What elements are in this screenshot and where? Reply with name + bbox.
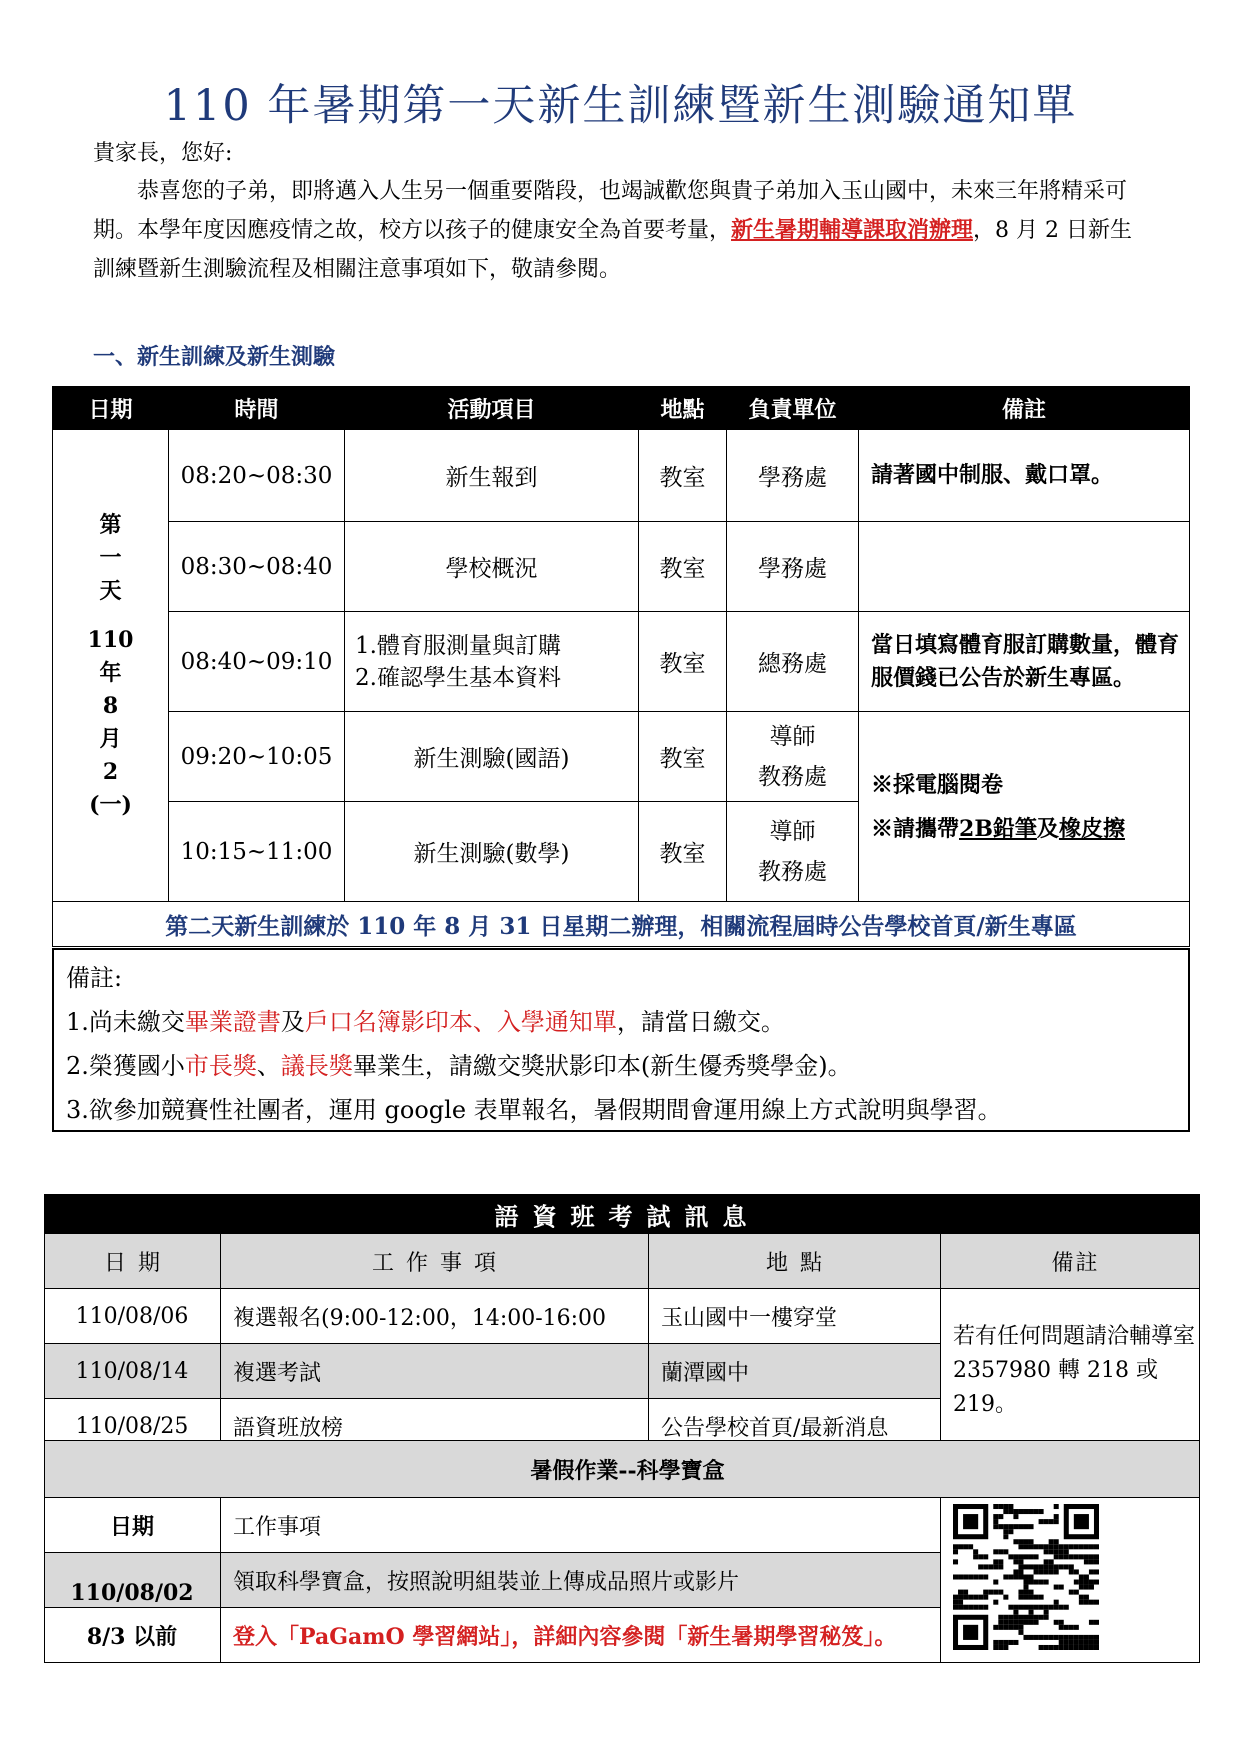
- activity-cell: 學校概況: [345, 522, 639, 612]
- table-row: [53, 522, 1190, 612]
- col-place: 地點: [639, 387, 727, 430]
- lang-col-task: 工作事項: [221, 1234, 649, 1289]
- unit-cell: 學務處: [727, 430, 859, 522]
- day-cell: 第 一 天 110 年 8 月 2 (一): [53, 430, 169, 902]
- unit-cell: 導師 教務處: [727, 802, 859, 902]
- activity-cell: 新生測驗(數學): [345, 802, 639, 902]
- table-row: [53, 712, 1190, 802]
- remark-line-3: 3.欲參加競賽性社團者，運用 google 表單報名，暑假期間會運用線上方式說明與學習。: [66, 1096, 1002, 1124]
- second-day-note: 第二天新生訓練於 110 年 8 月 31 日星期二辦理，相關流程屆時公告學校首頁/新生專區: [53, 902, 1190, 947]
- col-unit: 負責單位: [727, 387, 859, 430]
- col-activity: 活動項目: [345, 387, 639, 430]
- science-table: [44, 1440, 1200, 1663]
- col-time: 時間: [169, 387, 345, 430]
- schedule-table: [52, 386, 1190, 947]
- note-cell: 當日填寫體育服訂購數量，體育服價錢已公告於新生專區。: [859, 612, 1190, 712]
- time-cell: 09:20~10:05: [169, 712, 345, 802]
- table-row: 110/08/14 複選考試 蘭潭國中: [45, 1344, 1200, 1399]
- activity-cell: 1.體育服測量與訂購 2.確認學生基本資料: [345, 612, 639, 712]
- lang-col-place: 地點: [649, 1234, 941, 1289]
- qr-code-icon[interactable]: [953, 1504, 1099, 1650]
- lang-title-row: [45, 1195, 1200, 1234]
- place-cell: 教室: [639, 430, 727, 522]
- table-row: 110/08/25 語資班放榜 公告學校首頁/最新消息: [45, 1399, 1200, 1454]
- time-cell: 08:20~08:30: [169, 430, 345, 522]
- place-cell: 教室: [639, 522, 727, 612]
- intro-paragraph: [93, 172, 1153, 289]
- remarks-box: [52, 948, 1190, 1132]
- sci-title: 暑假作業--科學寶盒: [45, 1441, 1200, 1498]
- lang-header-row: [45, 1234, 1200, 1289]
- language-exam-table: [44, 1194, 1200, 1454]
- remark-line-2: 2.榮獲國小市長獎、議長獎畢業生，請繳交獎狀影印本(新生優秀獎學金)。: [66, 1052, 852, 1080]
- sci-header-row: 日期 工作事項: [45, 1498, 1200, 1553]
- unit-cell: 導師 教務處: [727, 712, 859, 802]
- activity-cell: 新生報到: [345, 430, 639, 522]
- place-cell: 教室: [639, 712, 727, 802]
- col-note: 備註: [859, 387, 1190, 430]
- time-cell: 08:40~09:10: [169, 612, 345, 712]
- table-row: 8/3 以前 登入「PaGamO 學習網站」，詳細內容參閱「新生暑期學習秘笈」。: [45, 1608, 1200, 1663]
- note-cell: [859, 522, 1190, 612]
- intro-text-2: ，8 月 2 日新生訓練暨新生測驗流程及相關注意事項如下，敬請參閱。: [93, 218, 1133, 282]
- page-title: 110 年暑期第一天新生訓練暨新生測驗通知單: [163, 81, 1078, 131]
- lang-title: 語資班考試訊息: [45, 1195, 1200, 1234]
- unit-cell: 總務處: [727, 612, 859, 712]
- lang-col-date: 日期: [45, 1234, 221, 1289]
- section-title: 一、新生訓練及新生測驗: [93, 344, 336, 370]
- lang-col-note: 備註: [941, 1234, 1200, 1289]
- remark-line-1: 1.尚未繳交畢業證書及戶口名簿影印本、入學通知單，請當日繳交。: [66, 1008, 785, 1036]
- place-cell: 教室: [639, 802, 727, 902]
- place-cell: 教室: [639, 612, 727, 712]
- sci-title-row: [45, 1441, 1200, 1498]
- time-cell: 08:30~08:40: [169, 522, 345, 612]
- second-day-row: [53, 902, 1190, 947]
- time-cell: 10:15~11:00: [169, 802, 345, 902]
- table-row: 110/08/02 領取科學寶盒，按照說明組裝並上傳成品照片或影片: [45, 1553, 1200, 1608]
- exam-note-cell: ※採電腦閱卷 ※請攜帶2B鉛筆及橡皮擦: [859, 712, 1190, 902]
- table-row: [53, 612, 1190, 712]
- intro-text-1: 恭喜您的子弟，即將邁入人生另一個重要階段，也竭誠歡您與貴子弟加入玉山國中，未來三年將精采可期。本學年度因應疫情之故，校方以孩子的健康安全為首要考量，: [93, 179, 1128, 243]
- greeting: 貴家長，您好:: [93, 141, 233, 166]
- unit-cell: 學務處: [727, 522, 859, 612]
- schedule-header-row: [53, 387, 1190, 430]
- activity-cell: 新生測驗(國語): [345, 712, 639, 802]
- note-cell: 請著國中制服、戴口罩。: [859, 430, 1190, 522]
- lang-note: 若有任何問題請洽輔導室 2357980 轉 218 或 219。: [941, 1289, 1200, 1454]
- table-row: [53, 430, 1190, 522]
- col-date: 日期: [53, 387, 169, 430]
- intro-highlight: 新生暑期輔導課取消辦理: [731, 217, 974, 243]
- remarks-label: 備註:: [66, 964, 123, 992]
- qr-cell: [941, 1498, 1200, 1663]
- table-row: 110/08/06 複選報名(9:00-12:00，14:00-16:00 玉山國中一樓穿堂 若有任何問題請洽輔導室 2357980 轉 218 或 219。: [45, 1289, 1200, 1344]
